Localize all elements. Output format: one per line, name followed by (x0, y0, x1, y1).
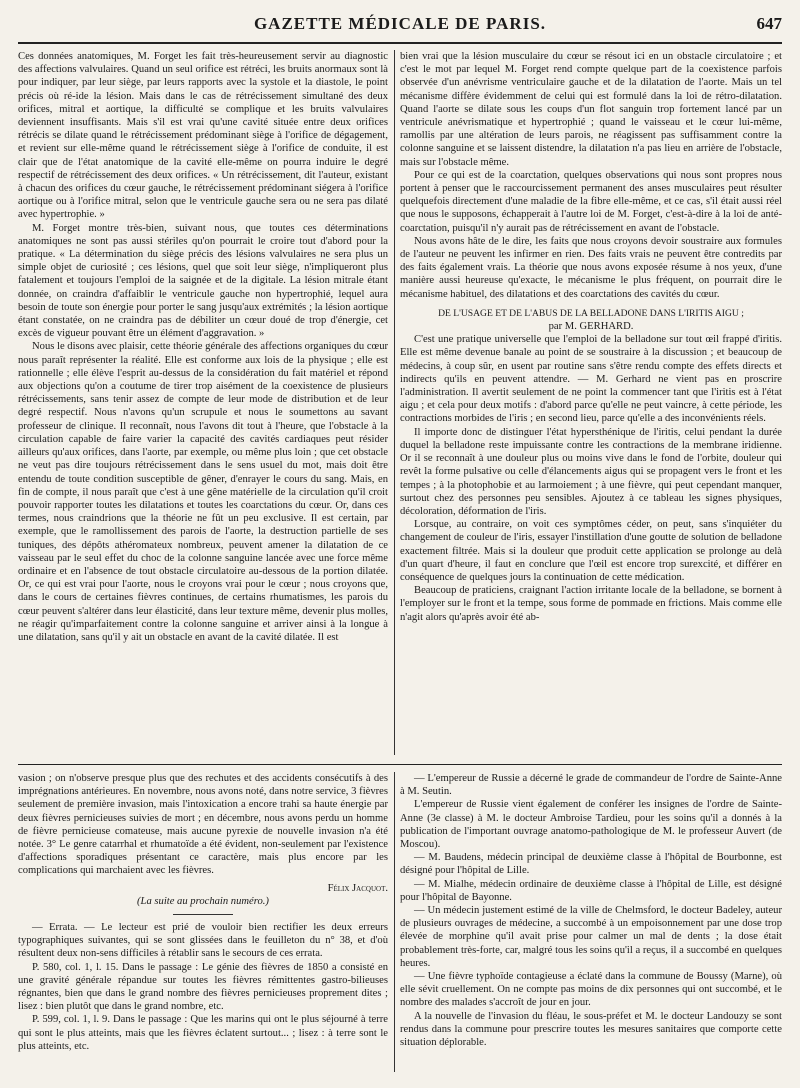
news-item: — L'empereur de Russie a décerné le grade de commandeur de l'ordre de Sainte-Anne à M. Seutin. (400, 773, 782, 798)
paragraph: M. Forget montre très-bien, suivant nous, que toutes ces déterminations anatomiques ne sont pas aussi stériles qu'on pourrait le croire tout d'abord pour la pratique. « La détermination du siège précis des lésions valvulaires ne sera plus un simple objet de curiosité ; ces lésions, quel que soit leur siège, n'impliqueront plus fatalement et toujours l'emploi de la saignée et de la digitale. La lésion mitrale étant donnée, on craindra d'affaiblir le ventricule gauche non hypertrophié, lequel aura besoin de toute son énergie pour porter le sang jusqu'aux extrémités ; la lésion aortique étant constatée, on ne craindra pas de débiliter un cœur doué de trop d'énergie, cet excès de vigueur pouvant être un élément d'aggravation. » (18, 222, 388, 340)
page-number: 647 (756, 14, 782, 33)
section-rule (18, 764, 782, 765)
column-upper-left (18, 50, 388, 755)
paragraph: vasion ; on n'observe presque plus que des rechutes et des accidents consécutifs à des imprégnations antérieures. En novembre, nous avons noté, dans notre service, 3 fièvres seulement de première invasion, mais l'intoxication a encore trahi sa haute énergie par deux fièvres pernicieuses suivies de mort ; en décembre, nous avons perdu un homme de fièvre pernicieuse comateuse, mais aucune pyrexie de nouvelle invasion n'a été notée. 3° Le genre catarrhal et rhumatoïde a été évident, non-seulement par l'existence d'affections sporadiques présentant ce caractère, mais plus encore par les complications qui marchaient avec les fièvres. (18, 773, 388, 877)
news-item: — Une fièvre typhoïde contagieuse a éclaté dans la commune de Boussy (Marne), où elle sévit cruellement. On ne compte pas moins de dix personnes qui ont succombé, et le nombre des malades s'accroît de jour en jour. (400, 971, 782, 1009)
column-lower-left (18, 772, 388, 1072)
article-author: par M. GERHARD. (548, 321, 634, 333)
paragraph: Il importe donc de distinguer l'état hypersthénique de l'iritis, celui pendant la durée duquel la belladone reste impuissante contre les contractions de la membrane iridienne. Or il se reconnaît à une douleur plus ou moins vive dans le fond de l'orbite, douleur qui revêt la forme pulsative ou celle d'élancements aigus qui se propagent vers le front et les tempes ; à la photophobie et au larmoiement ; à une fièvre, qui peut cependant manquer, surtout chez des personnes peu sensibles. Ajoutez à ce tableau les signes physiques, décoloration, déformation de l'iris. (400, 426, 782, 517)
errata-item: P. 580, col. 1, l. 15. Dans le passage : Le génie des fièvres de 1850 a consisté en une gravité générale répandue sur toutes les fièvres rémittentes gastro-bilieuses régnantes, bien que dans le grand nombre des fièvres pernicieuses proprement dites ; lisez : bien plutôt que dans le grand nombre, etc. (18, 961, 388, 1013)
article-title: DE L'USAGE ET DE L'ABUS DE LA BELLADONE DANS L'IRITIS AIGU ; (438, 307, 744, 319)
paragraph: C'est une pratique universelle que l'emploi de la belladone sur tout œil frappé d'iritis. Elle est même devenue banale au point de se soustraire à la discussion ; et beaucoup de médecins, à coup sûr, en usent par routine sans s'être rendu compte des effets directs et indirects qu'ils en peuvent attendre. — M. Gerhard ne vient pas en proscrire l'administration. Il avertit seulement de ne point la commencer tant que l'iritis est à l'état aigu ; et cela pour deux motifs : d'abord parce qu'elle ne peut vaincre, à cette période, les contractions morbides de l'iris ; en second lieu, parce qu'elle a des inconvénients réels. (400, 334, 782, 425)
errata-item: P. 599, col. 1, l. 9. Dans le passage : Que les marins qui ont le plus séjourné à terre qui sont le plus atteints, mais que les fièvres éclatent surtout... ; lisez : à terre sont le plus atteints, etc. (18, 1014, 388, 1052)
news-item: L'empereur de Russie vient également de conférer les insignes de l'ordre de Sainte-Anne (3e classe) à M. le docteur Ambroise Tardieu, pour les soins qu'il a donnés à la publication de l'important ouvrage anatomo-pathologique de M. le professeur Auvert (de Moscou). (400, 799, 782, 851)
page-header (18, 14, 782, 40)
paragraph: Lorsque, au contraire, on voit ces symptômes céder, on peut, sans s'inquiéter du changement de couleur de l'iris, essayer l'instillation d'une goutte de solution de belladone exactement filtrée. Mais si la douleur que produit cette application se prolonge au delà d'un quart d'heure, il faut en conclure que l'œil est encore trop surexcité, et différer en conséquence de quelques jours la continuation de cette médication. (400, 519, 782, 583)
paragraph: Ces données anatomiques, M. Forget les fait très-heureusement servir au diagnostic des affections valvulaires. Quand un seul orifice est rétréci, les bruits anormaux sont là pour indiquer, par leur siège, par leurs rapports avec la systole et la diastole, le point précis où ré-ide la lésion. Mais dans le cas de rétrécissement simultané des deux orifices, mitral et aortique, la difficulté se complique et les bruits valvulaires deviennent insuffisants. Mais s'il est vrai qu'une cavité située entre deux orifices rétrécis se dilate quand le rétrécissement prédominant siège à l'orifice de dégagement, et revient sur elle-même quand le rétrécissement siège à l'orifice de conduite, il est clair que de l'état anatomique de la cavité elle-même on pourra induire le degré respectif de rétrécissement des deux orifices. « Un rétrécissement, dit l'auteur, existant à chacun des orifices du cœur gauche, le rétrécissement prédominant siégera à l'orifice aortique ou à l'orifice mitral, selon que le ventricule gauche sera ou ne sera pas dilaté avec hypertrophie. » (18, 51, 388, 221)
paragraph: Pour ce qui est de la coarctation, quelques observations qui nous sont propres nous portent à penser que le raccourcissement permanent des anses musculaires peut résulter quelquefois directement d'une maladie de la fibre elle-même, et ce cas, s'il était aussi réel que nous le supposons, échapperait à l'autre loi de M. Forget, c'est-à-dire à la loi de anté-coarctation, puisqu'il n'y aurait pas de rétrécissement en avant de l'obstacle. (400, 169, 782, 234)
journal-title: GAZETTE MÉDICALE DE PARIS. (253, 14, 547, 33)
paragraph: Beaucoup de praticiens, craignant l'action irritante locale de la belladone, se bornent à l'employer sur le front et la tempe, sous forme de pommade en frictions. Mais comme elle n'agit alors qu'après avoir été ab- (400, 585, 782, 623)
news-item: — M. Baudens, médecin principal de deuxième classe à l'hôpital de Bourbonne, est désigné pour l'hôpital de Lille. (400, 852, 782, 877)
column-divider (394, 50, 395, 755)
news-item: A la nouvelle de l'invasion du fléau, le sous-préfet et M. le docteur Landouzy se sont rendus dans la commune pour prescrire toutes les mesures sanitaires que comporte cette situation déplorable. (400, 1010, 782, 1049)
separator (173, 914, 233, 915)
column-lower-right (400, 772, 782, 1072)
column-divider (394, 772, 395, 1072)
news-item: — Un médecin justement estimé de la ville de Chelmsford, le docteur Badeley, auteur de plusieurs ouvrages de médecine, a succombé à un empoisonnement par une dose trop élevée de morphine qu'il avait prise pour calmer un mal de dents ; la dose était probablement très-forte, car, malgré tous les soins qu'il a reçus, il a succombé en quelques heures. (400, 905, 782, 969)
column-upper-right (400, 50, 782, 755)
signature: Félix Jacquot. (327, 882, 388, 894)
paragraph: Nous avons hâte de le dire, les faits que nous croyons devoir soustraire aux formules de l'auteur ne peuvent les infirmer en rien. Des faits vrais ne peuvent être contredits par des faits également vrais. La théorie que nous avons exposée résume à nos yeux, d'une manière aussi heureuse qu'exacte, le mécanisme le plus fréquent, on pourrait dire le mécanisme habituel, des dilatations et des coarctations des cavités du cœur. (400, 235, 782, 300)
continued-note: (La suite au prochain numéro.) (137, 895, 269, 907)
header-rule (18, 42, 782, 44)
paragraph: bien vrai que la lésion musculaire du cœur se résout ici en un obstacle circulatoire ; et c'est le mot par lequel M. Forget rend compte quelque part de la coexistence parfois observée d'un anévrisme ventriculaire gauche et de la dilatation de l'aorte. Mais un tel mécanisme diffère évidemment de celui qui est formulé dans la loi de rétro-dilatation. Quand l'aorte se dilate sous les coups d'un flot sanguin trop fortement lancé par un ventricule anévrismatique et hypertrophié ; quand le vaisseau et le cœur lui-même, ramollis par une altération de leurs parois, ne réagissent pas suffisamment contre la colonne sanguine et se laissent distendre, la dilatation n'a pas lieu en arrière de l'obstacle, mais sur l'obstacle même. (400, 51, 782, 168)
news-item: — M. Mialhe, médecin ordinaire de deuxième classe à l'hôpital de Lille, est désigné pour l'hôpital de Bayonne. (400, 878, 782, 903)
paragraph: Nous le disons avec plaisir, cette théorie générale des affections organiques du cœur nous paraît représenter la réalité. Elle est conforme aux lois de la physique ; elle est rationnelle ; elle élève l'esprit au-dessus de la considération du fait matériel et répond aux objections qu'on a coutume de tirer trop aisément de la coexistence de plusieurs rétrécissements, sans tenir assez de compte de leur mode de distribution et de leur degré respectif. Nous n'avons qu'un scrupule et nous le soumettons au savant professeur de clinique. Il reconnaît, nous l'avons dit tout à l'heure, que l'obstacle à la circulation capable de faire varier la capacité des cavités cardiaques peut résider ailleurs qu'aux orifices, dans l'aorte, par exemple, ou même plus loin ; que cet obstacle ne veut pas dire toujours rétrécissement dans le sens usuel du mot, mais doit être entendu de toute condition susceptible de gêner, d'enrayer le cours du sang. Mais, en fin de compte, il nous paraît que c'est à une gêne matérielle de la circulation qu'il croit pouvoir rapporter toutes les dilatations et toutes les coarctations du cœur. Or, dans ces termes, nous craindrions que la théorie ne fût un peu exclusive. Il est certain, par exemple, que le ramollissement des parois de l'aorte, la destruction partielle de ses tuniques, des dépôts athéromateux nombreux, peuvent amener la dilatation de ce vaisseau par le seul effet du choc de la colonne sanguine lancée avec une force même ordinaire et en l'absence de tout obstacle circulatoire au-dessous de la portion dilatée. Or, ce qui est vrai pour l'aorte, nous le croyons vrai pour le cœur ; nous croyons que, dans le cours de certaines fièvres continues, de certains rhumatismes, les parois du cœur peuvent s'altérer dans leur élasticité, dans leur texture même, devenir plus molles, ne réagir qu'imparfaitement contre la colonne sanguine et arriver ainsi à la longue à une dilatation, sans qu'il y ait un obstacle en avant de la cavité dilatée. Il est (18, 341, 388, 643)
errata-paragraph: — Errata. — Le lecteur est prié de vouloir bien rectifier les deux erreurs typographiques suivantes, qui se sont glissées dans le feuilleton du n° 38, et d'où résultent deux non-sens difficiles à rétablir sans le secours de ces errata. (18, 922, 388, 960)
